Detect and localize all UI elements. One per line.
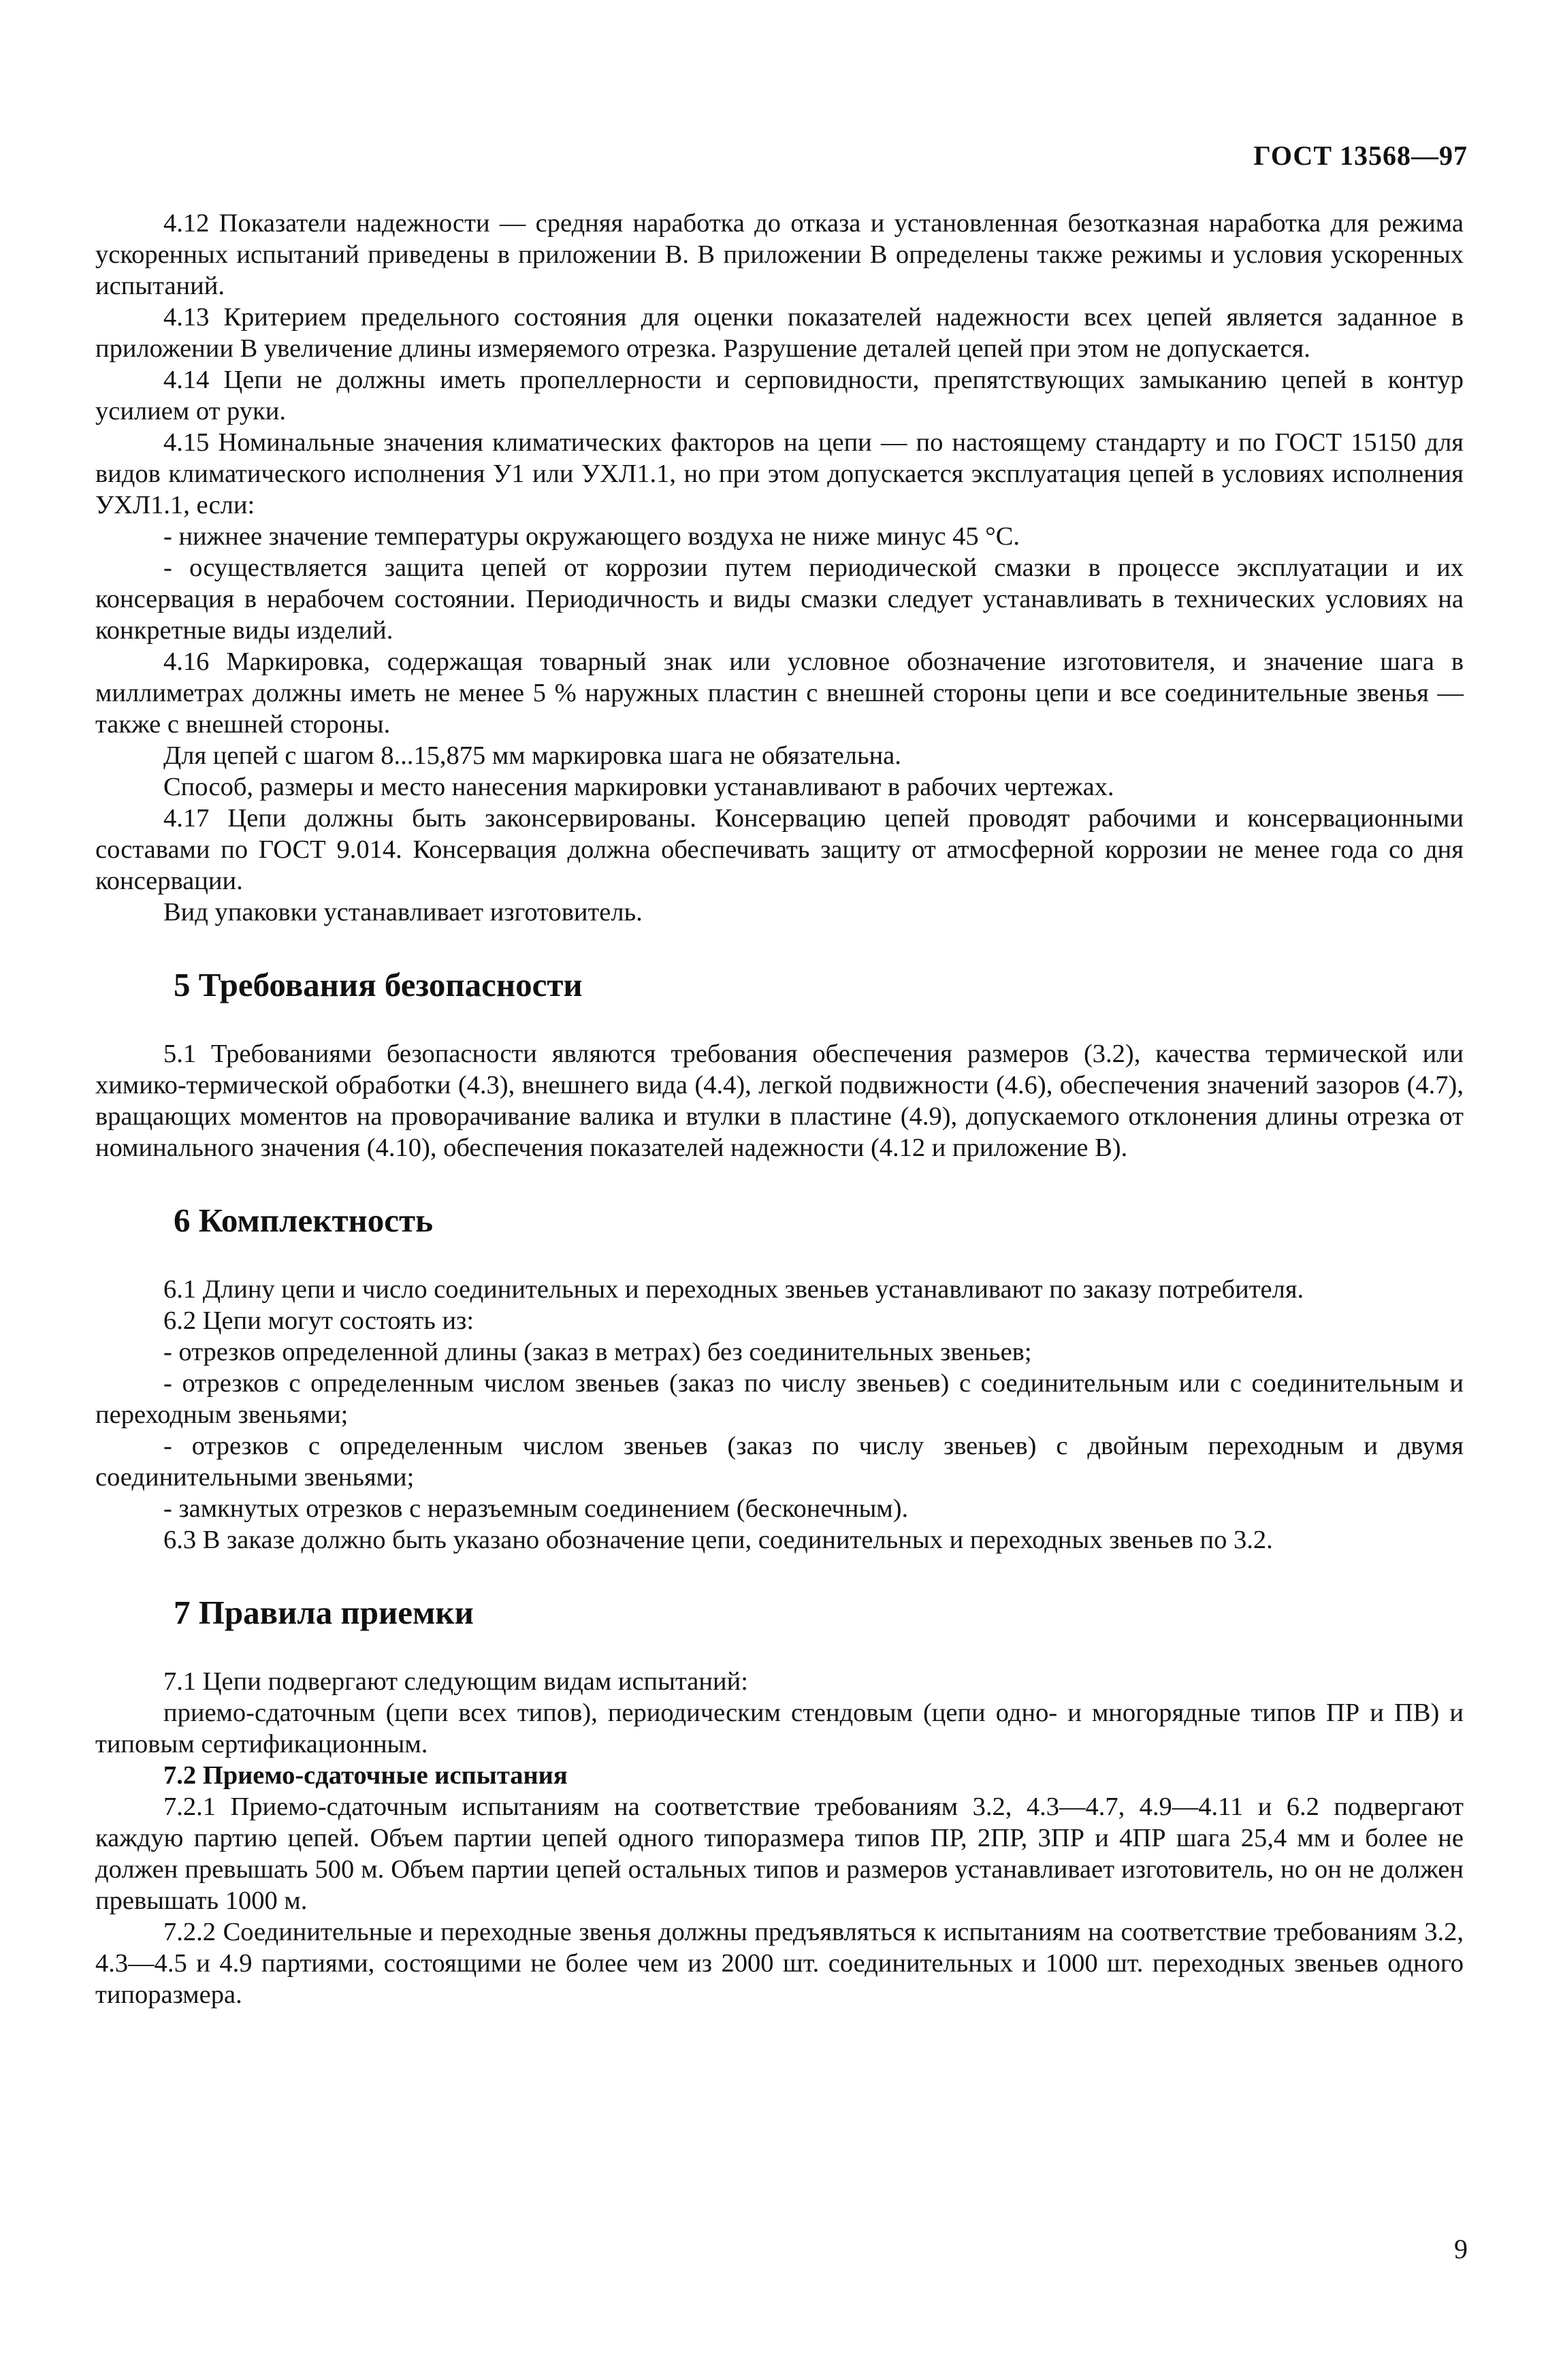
subsection-7-2-title: 7.2 Приемо-сдаточные испытания — [163, 1761, 568, 1790]
list-item-segments-closed: - замкнутых отрезков с неразъемным соединением (бесконечным). — [163, 1494, 909, 1523]
document-number-header: ГОСТ 13568—97 — [1253, 140, 1468, 171]
document-body — [95, 208, 1464, 2010]
list-item-segments-connecting: - отрезков с определенным числом звеньев (заказ по числу звеньев) с соединительным или с соединительным и переходным звеньями; — [95, 1369, 1464, 1429]
paragraph-marking-pitch: Для цепей с шагом 8...15,875 мм маркировка шага не обязательна. — [163, 741, 901, 770]
paragraph-6-2: 6.2 Цепи могут состоять из: — [163, 1306, 474, 1335]
paragraph-4-15: 4.15 Номинальные значения климатических факторов на цепи — по настоящему стандарту и по ГОСТ 15150 для видов климатического исполнения У1 или УХЛ1.1, но при этом допускается эксплуатация цепей в условиях исполнения УХЛ1.1, если: — [95, 428, 1464, 519]
list-item-corrosion: - осуществляется защита цепей от коррозии путем периодической смазки в процессе эксплуатации и их консервация в нерабочем состоянии. Периодичность и виды смазки следует устанавливать в технических условиях на конкретные виды изделий. — [95, 553, 1464, 645]
paragraph-7-1: 7.1 Цепи подвергают следующим видам испытаний: — [163, 1667, 748, 1696]
section-5-title: 5 Требования безопасности — [174, 966, 583, 1003]
paragraph-4-14: 4.14 Цепи не должны иметь пропеллерности и серповидности, препятствующих замыканию цепей в контур усилием от руки. — [95, 366, 1464, 425]
paragraph-5-1: 5.1 Требованиями безопасности являются требования обеспечения размеров (3.2), качества термической или химико-термической обработки (4.3), внешнего вида (4.4), легкой подвижности (4.6), обеспечения значений зазоров (4.7), вращающих моментов на проворачивание валика и втулки в пластине (4.9), допускаемого отклонения длины отрезка от номинального значения (4.10), обеспечения показателей надежности (4.12 и приложение В). — [95, 1040, 1464, 1162]
list-item-segments-length: - отрезков определенной длины (заказ в метрах) без соединительных звеньев; — [163, 1338, 1032, 1366]
paragraph-marking-method: Способ, размеры и место нанесения маркировки устанавливают в рабочих чертежах. — [163, 773, 1114, 801]
paragraph-4-16: 4.16 Маркировка, содержащая товарный знак или условное обозначение изготовителя, и значение шага в миллиметрах должны иметь не менее 5 % наружных пластин с внешней стороны цепи и все соединительные звенья — также с внешней стороны. — [95, 647, 1464, 739]
paragraph-6-3: 6.3 В заказе должно быть указано обозначение цепи, соединительных и переходных звеньев по 3.2. — [163, 1526, 1273, 1554]
section-6-title: 6 Комплектность — [174, 1202, 434, 1239]
paragraph-6-1: 6.1 Длину цепи и число соединительных и переходных звеньев устанавливают по заказу потребителя. — [163, 1275, 1304, 1304]
paragraph-7-2-1: 7.2.1 Приемо-сдаточным испытаниям на соответствие требованиям 3.2, 4.3—4.7, 4.9—4.11 и 6.2 подвергают каждую партию цепей. Объем партии цепей одного типоразмера типов ПР, 2ПР, 3ПР и 4ПР шага 25,4 мм и более не должен превышать 500 м. Объем партии цепей остальных типов и размеров устанавливает изготовитель, но он не должен превышать 1000 м. — [95, 1792, 1464, 1915]
list-item-temperature: - нижнее значение температуры окружающего воздуха не ниже минус 45 °С. — [163, 522, 1020, 551]
paragraph-4-12: 4.12 Показатели надежности — средняя наработка до отказа и установленная безотказная наработка для режима ускоренных испытаний приведены в приложении В. В приложении В определены также режимы и условия ускоренных испытаний. — [95, 209, 1464, 300]
page-number: 9 — [1454, 2234, 1468, 2264]
list-item-segments-double: - отрезков с определенным числом звеньев (заказ по числу звеньев) с двойным переходным и двумя соединительными звеньями; — [95, 1432, 1464, 1492]
paragraph-7-2-2: 7.2.2 Соединительные и переходные звенья должны предъявляться к испытаниям на соответствие требованиям 3.2, 4.3—4.5 и 4.9 партиями, состоящими не более чем из 2000 шт. соединительных и 1000 шт. переходных звеньев одного типоразмера. — [95, 1918, 1464, 2009]
paragraph-test-types: приемо-сдаточным (цепи всех типов), периодическим стендовым (цепи одно- и многорядные типов ПР и ПВ) и типовым сертификационным. — [95, 1699, 1464, 1758]
paragraph-packaging: Вид упаковки устанавливает изготовитель. — [163, 898, 643, 927]
section-7-title: 7 Правила приемки — [174, 1594, 474, 1631]
paragraph-4-13: 4.13 Критерием предельного состояния для оценки показателей надежности всех цепей является заданное в приложении В увеличение длины измеряемого отрезка. Разрушение деталей цепей при этом не допускается. — [95, 303, 1464, 363]
paragraph-4-17: 4.17 Цепи должны быть законсервированы. Консервацию цепей проводят рабочими и консервационными составами по ГОСТ 9.014. Консервация должна обеспечивать защиту от атмосферной коррозии не менее года со дня консервации. — [95, 804, 1464, 895]
